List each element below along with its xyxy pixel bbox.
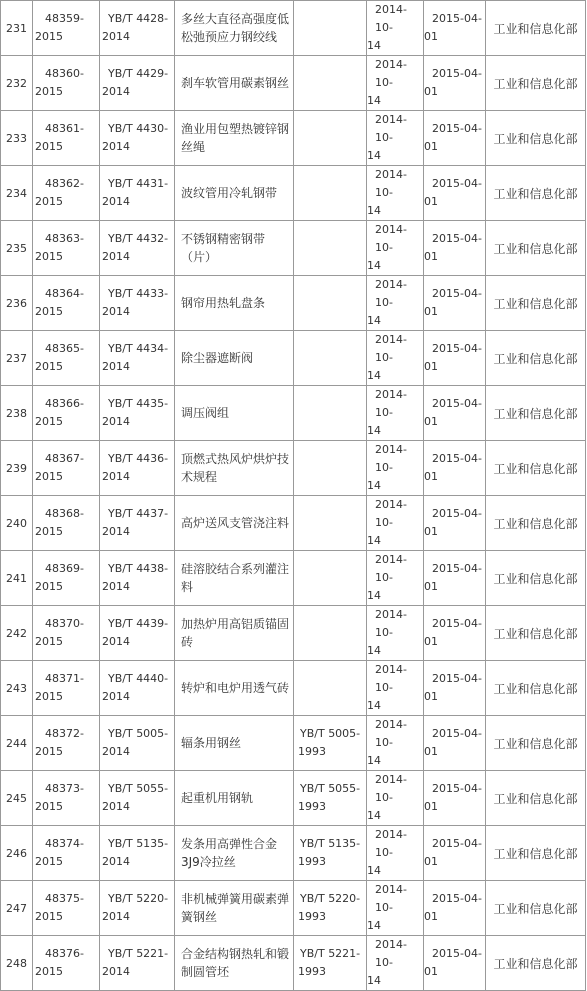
standard-title: 除尘器遮断阀: [175, 331, 294, 386]
standard-number: YB/T 4431- 2014: [100, 166, 175, 221]
issue-date: 2014-10- 14: [367, 166, 424, 221]
table-row: [1, 1, 586, 56]
issuing-department: 工业和信息化部: [486, 551, 586, 606]
implementation-date: 2015-04- 01: [424, 1, 486, 56]
standard-title: 渔业用包塑热镀锌钢丝绳: [175, 111, 294, 166]
standard-number: YB/T 4439- 2014: [100, 606, 175, 661]
standard-number: YB/T 5220- 2014: [100, 881, 175, 936]
standard-title: 波纹管用冷轧钢带: [175, 166, 294, 221]
standard-number: YB/T 4432- 2014: [100, 221, 175, 276]
replaced-standard: [294, 221, 367, 276]
replaced-standard: YB/T 5220- 1993: [294, 881, 367, 936]
replaced-standard: YB/T 5135- 1993: [294, 826, 367, 881]
table-row: [1, 111, 586, 166]
record-id: 48366- 2015: [33, 386, 100, 441]
replaced-standard: [294, 331, 367, 386]
replaced-standard: YB/T 5221- 1993: [294, 936, 367, 991]
implementation-date: 2015-04- 01: [424, 166, 486, 221]
row-number: 231: [1, 1, 33, 56]
record-id: 48367- 2015: [33, 441, 100, 496]
standard-title: 转炉和电炉用透气砖: [175, 661, 294, 716]
standard-number: YB/T 4438- 2014: [100, 551, 175, 606]
row-number: 236: [1, 276, 33, 331]
issuing-department: 工业和信息化部: [486, 276, 586, 331]
issuing-department: 工业和信息化部: [486, 331, 586, 386]
standard-title: 刹车软管用碳素钢丝: [175, 56, 294, 111]
issue-date: 2014-10- 14: [367, 881, 424, 936]
standard-number: YB/T 4435- 2014: [100, 386, 175, 441]
record-id: 48359- 2015: [33, 1, 100, 56]
issue-date: 2014-10- 14: [367, 386, 424, 441]
table-row: [1, 56, 586, 111]
row-number: 242: [1, 606, 33, 661]
issuing-department: 工业和信息化部: [486, 936, 586, 991]
issuing-department: 工业和信息化部: [486, 441, 586, 496]
record-id: 48362- 2015: [33, 166, 100, 221]
issuing-department: 工业和信息化部: [486, 221, 586, 276]
standard-number: YB/T 5005- 2014: [100, 716, 175, 771]
standard-number: YB/T 5221- 2014: [100, 936, 175, 991]
issue-date: 2014-10- 14: [367, 441, 424, 496]
record-id: 48371- 2015: [33, 661, 100, 716]
standard-title: 多丝大直径高强度低松弛预应力钢绞线: [175, 1, 294, 56]
row-number: 238: [1, 386, 33, 441]
standard-number: YB/T 4430- 2014: [100, 111, 175, 166]
standard-title: 起重机用钢轨: [175, 771, 294, 826]
issuing-department: 工业和信息化部: [486, 56, 586, 111]
implementation-date: 2015-04- 01: [424, 661, 486, 716]
implementation-date: 2015-04- 01: [424, 936, 486, 991]
implementation-date: 2015-04- 01: [424, 771, 486, 826]
issue-date: 2014-10- 14: [367, 606, 424, 661]
issue-date: 2014-10- 14: [367, 496, 424, 551]
issue-date: 2014-10- 14: [367, 661, 424, 716]
issue-date: 2014-10- 14: [367, 551, 424, 606]
implementation-date: 2015-04- 01: [424, 716, 486, 771]
table-row: [1, 441, 586, 496]
issue-date: 2014-10- 14: [367, 276, 424, 331]
record-id: 48363- 2015: [33, 221, 100, 276]
issue-date: 2014-10- 14: [367, 826, 424, 881]
standard-title: 非机械弹簧用碳素弹簧钢丝: [175, 881, 294, 936]
issuing-department: 工业和信息化部: [486, 771, 586, 826]
record-id: 48375- 2015: [33, 881, 100, 936]
row-number: 248: [1, 936, 33, 991]
replaced-standard: [294, 441, 367, 496]
standard-number: YB/T 4433- 2014: [100, 276, 175, 331]
issuing-department: 工业和信息化部: [486, 606, 586, 661]
record-id: 48368- 2015: [33, 496, 100, 551]
table-row: [1, 386, 586, 441]
record-id: 48365- 2015: [33, 331, 100, 386]
standard-title: 合金结构钢热轧和锻制圆管坯: [175, 936, 294, 991]
issue-date: 2014-10- 14: [367, 221, 424, 276]
row-number: 245: [1, 771, 33, 826]
implementation-date: 2015-04- 01: [424, 111, 486, 166]
implementation-date: 2015-04- 01: [424, 881, 486, 936]
row-number: 243: [1, 661, 33, 716]
replaced-standard: [294, 386, 367, 441]
implementation-date: 2015-04- 01: [424, 276, 486, 331]
issue-date: 2014-10- 14: [367, 771, 424, 826]
row-number: 246: [1, 826, 33, 881]
table-row: [1, 936, 586, 991]
replaced-standard: YB/T 5055- 1993: [294, 771, 367, 826]
standard-title: 加热炉用高铝质锚固砖: [175, 606, 294, 661]
standard-number: YB/T 4428- 2014: [100, 1, 175, 56]
table-row: [1, 551, 586, 606]
row-number: 244: [1, 716, 33, 771]
standard-number: YB/T 4440- 2014: [100, 661, 175, 716]
record-id: 48376- 2015: [33, 936, 100, 991]
standard-number: YB/T 5135- 2014: [100, 826, 175, 881]
standard-number: YB/T 4437- 2014: [100, 496, 175, 551]
row-number: 239: [1, 441, 33, 496]
record-id: 48369- 2015: [33, 551, 100, 606]
implementation-date: 2015-04- 01: [424, 221, 486, 276]
standard-number: YB/T 4436- 2014: [100, 441, 175, 496]
standard-title: 钢帘用热轧盘条: [175, 276, 294, 331]
issuing-department: 工业和信息化部: [486, 1, 586, 56]
replaced-standard: [294, 606, 367, 661]
replaced-standard: [294, 276, 367, 331]
implementation-date: 2015-04- 01: [424, 551, 486, 606]
implementation-date: 2015-04- 01: [424, 56, 486, 111]
issue-date: 2014-10- 14: [367, 331, 424, 386]
replaced-standard: [294, 166, 367, 221]
issue-date: 2014-10- 14: [367, 56, 424, 111]
issuing-department: 工业和信息化部: [486, 166, 586, 221]
replaced-standard: [294, 496, 367, 551]
standard-title: 硅溶胶结合系列灌注料: [175, 551, 294, 606]
table-row: [1, 166, 586, 221]
table-row: [1, 221, 586, 276]
row-number: 247: [1, 881, 33, 936]
issuing-department: 工业和信息化部: [486, 881, 586, 936]
implementation-date: 2015-04- 01: [424, 441, 486, 496]
record-id: 48360- 2015: [33, 56, 100, 111]
issue-date: 2014-10- 14: [367, 111, 424, 166]
record-id: 48373- 2015: [33, 771, 100, 826]
standard-title: 辐条用钢丝: [175, 716, 294, 771]
row-number: 235: [1, 221, 33, 276]
implementation-date: 2015-04- 01: [424, 826, 486, 881]
standard-title: 不锈钢精密钢带（片）: [175, 221, 294, 276]
row-number: 232: [1, 56, 33, 111]
table-row: [1, 276, 586, 331]
record-id: 48374- 2015: [33, 826, 100, 881]
replaced-standard: YB/T 5005- 1993: [294, 716, 367, 771]
replaced-standard: [294, 56, 367, 111]
table-row: [1, 881, 586, 936]
table-row: [1, 661, 586, 716]
issuing-department: 工业和信息化部: [486, 496, 586, 551]
record-id: 48364- 2015: [33, 276, 100, 331]
issue-date: 2014-10- 14: [367, 1, 424, 56]
issuing-department: 工业和信息化部: [486, 111, 586, 166]
replaced-standard: [294, 551, 367, 606]
table-row: [1, 826, 586, 881]
record-id: 48361- 2015: [33, 111, 100, 166]
row-number: 241: [1, 551, 33, 606]
issue-date: 2014-10- 14: [367, 716, 424, 771]
table-row: [1, 771, 586, 826]
table-row: [1, 606, 586, 661]
row-number: 233: [1, 111, 33, 166]
record-id: 48370- 2015: [33, 606, 100, 661]
implementation-date: 2015-04- 01: [424, 331, 486, 386]
standard-number: YB/T 4434- 2014: [100, 331, 175, 386]
implementation-date: 2015-04- 01: [424, 496, 486, 551]
issue-date: 2014-10- 14: [367, 936, 424, 991]
standard-number: YB/T 4429- 2014: [100, 56, 175, 111]
implementation-date: 2015-04- 01: [424, 606, 486, 661]
table-row: [1, 716, 586, 771]
table-row: [1, 496, 586, 551]
issuing-department: 工业和信息化部: [486, 386, 586, 441]
standard-number: YB/T 5055- 2014: [100, 771, 175, 826]
row-number: 234: [1, 166, 33, 221]
implementation-date: 2015-04- 01: [424, 386, 486, 441]
record-id: 48372- 2015: [33, 716, 100, 771]
standard-title: 调压阀组: [175, 386, 294, 441]
issuing-department: 工业和信息化部: [486, 661, 586, 716]
standard-title: 发条用高弹性合金3J9冷拉丝: [175, 826, 294, 881]
standard-title: 高炉送风支管浇注料: [175, 496, 294, 551]
issuing-department: 工业和信息化部: [486, 716, 586, 771]
issuing-department: 工业和信息化部: [486, 826, 586, 881]
row-number: 240: [1, 496, 33, 551]
row-number: 237: [1, 331, 33, 386]
replaced-standard: [294, 111, 367, 166]
replaced-standard: [294, 1, 367, 56]
table-row: [1, 331, 586, 386]
standard-title: 顶燃式热风炉烘炉技术规程: [175, 441, 294, 496]
table-body: [1, 1, 586, 991]
replaced-standard: [294, 661, 367, 716]
